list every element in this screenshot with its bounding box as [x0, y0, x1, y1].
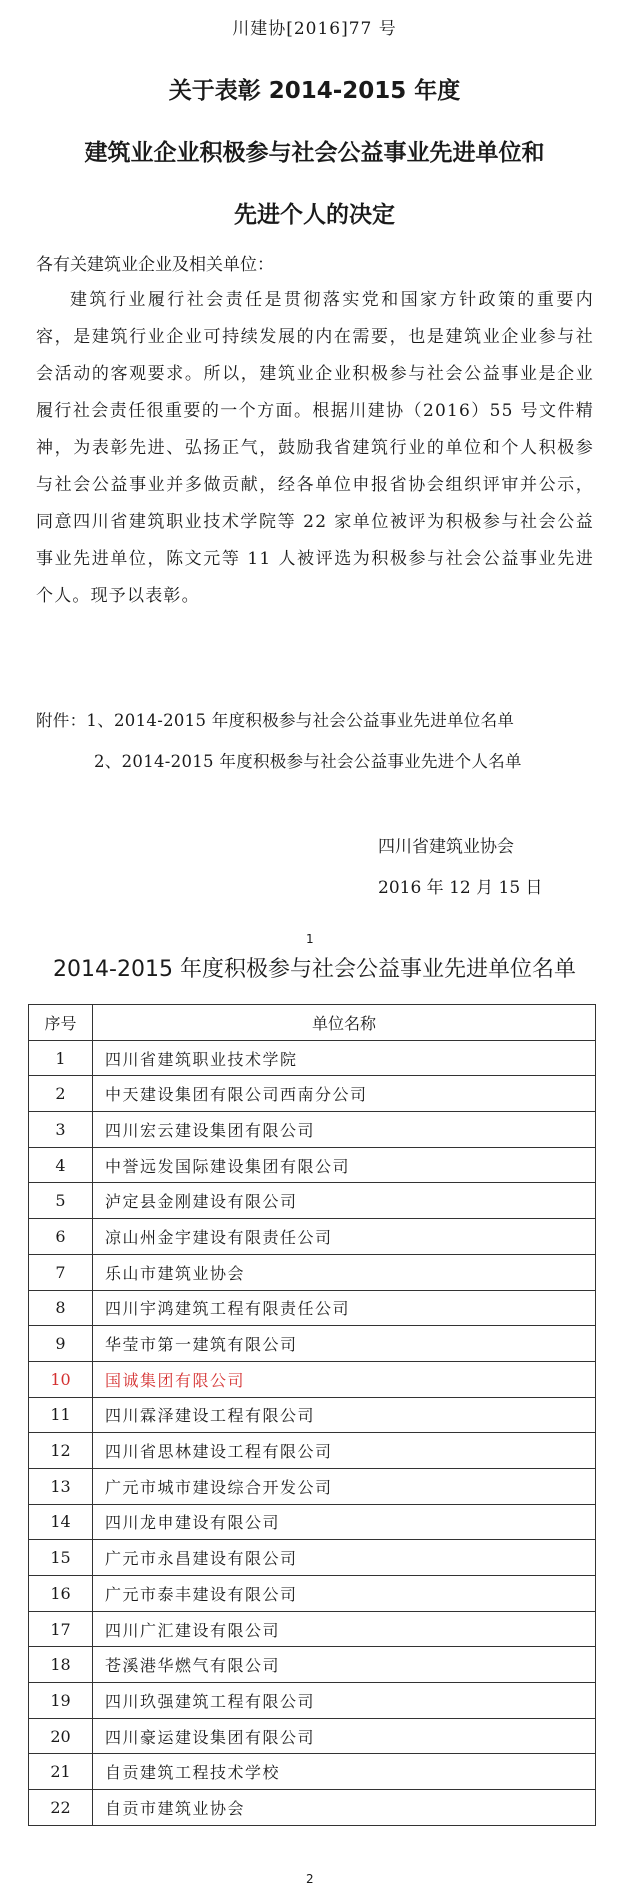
- attachment-2: 2、2014-2015 年度积极参与社会公益事业先进个人名单: [94, 752, 522, 771]
- header-unit-name: 单位名称: [93, 1005, 596, 1041]
- table-row: [29, 1076, 596, 1112]
- title-line-3: 先进个人的决定: [234, 202, 395, 228]
- table-row: [29, 1254, 596, 1290]
- table-row: [29, 1361, 596, 1397]
- table-row: [29, 1647, 596, 1683]
- row-unit-name: 四川玖强建筑工程有限公司: [93, 1683, 596, 1719]
- row-serial: 9: [29, 1326, 93, 1362]
- table-row: [29, 1290, 596, 1326]
- row-serial: 6: [29, 1219, 93, 1255]
- table-row: [29, 1790, 596, 1826]
- table-row: [29, 1112, 596, 1148]
- row-serial: 16: [29, 1576, 93, 1612]
- table-row: [29, 1718, 596, 1754]
- row-serial: 18: [29, 1647, 93, 1683]
- row-serial: 15: [29, 1540, 93, 1576]
- row-unit-name: 四川省思林建设工程有限公司: [93, 1433, 596, 1469]
- title-line-1: 关于表彰 2014-2015 年度: [168, 78, 461, 104]
- table-row: [29, 1540, 596, 1576]
- row-serial: 17: [29, 1611, 93, 1647]
- row-serial: 8: [29, 1290, 93, 1326]
- row-unit-name: 四川宏云建设集团有限公司: [93, 1112, 596, 1148]
- attachment-1: 附件：1、2014-2015 年度积极参与社会公益事业先进单位名单: [36, 711, 515, 730]
- table-row: [29, 1504, 596, 1540]
- row-serial: 10: [29, 1361, 93, 1397]
- row-unit-name: 泸定县金刚建设有限公司: [93, 1183, 596, 1219]
- row-unit-name: 自贡建筑工程技术学校: [93, 1754, 596, 1790]
- salutation: 各有关建筑业企业及相关单位：: [36, 255, 274, 275]
- row-unit-name: 四川省建筑职业技术学院: [93, 1040, 596, 1076]
- row-unit-name: 广元市泰丰建设有限公司: [93, 1576, 596, 1612]
- table-row: [29, 1683, 596, 1719]
- row-serial: 13: [29, 1468, 93, 1504]
- table-row: [29, 1040, 596, 1076]
- table-row: [29, 1397, 596, 1433]
- row-unit-name: 四川广汇建设有限公司: [93, 1611, 596, 1647]
- row-unit-name: 苍溪港华燃气有限公司: [93, 1647, 596, 1683]
- header-serial: 序号: [29, 1005, 93, 1041]
- table-row: [29, 1219, 596, 1255]
- row-unit-name: 四川龙申建设有限公司: [93, 1504, 596, 1540]
- row-serial: 5: [29, 1183, 93, 1219]
- row-unit-name: 中天建设集团有限公司西南分公司: [93, 1076, 596, 1112]
- table-row: [29, 1183, 596, 1219]
- table-row: [29, 1468, 596, 1504]
- page-number: 2: [306, 1872, 314, 1886]
- page-number: 1: [306, 932, 314, 946]
- row-serial: 22: [29, 1790, 93, 1826]
- units-table: [28, 1004, 596, 1826]
- table-row: [29, 1326, 596, 1362]
- row-unit-name: 国诚集团有限公司: [93, 1361, 596, 1397]
- body-paragraph: 建筑行业履行社会责任是贯彻落实党和国家方针政策的重要内容，是建筑行业企业可持续发展的内在需要，也是建筑业企业参与社会活动的客观要求。所以，建筑业企业积极参与社会公益事业是企业履行社会责任很重要的一个方面。根据川建协（2016）55 号文件精神，为表彰先进、弘扬正气，鼓励我省建筑行业的单位和个人积极参与社会公益事业并多做贡献，经各单位申报省协会组织评审并公示，同意四川省建筑职业技术学院等 22 家单位被评为积极参与社会公益事业先进单位，陈文元等 11 人被评选为积极参与社会公益事业先进个人。现予以表彰。: [36, 290, 594, 606]
- table-row: [29, 1611, 596, 1647]
- row-serial: 4: [29, 1147, 93, 1183]
- row-unit-name: 广元市城市建设综合开发公司: [93, 1468, 596, 1504]
- row-serial: 19: [29, 1683, 93, 1719]
- document-number: 川建协[2016]77 号: [232, 19, 397, 39]
- signature-organization: 四川省建筑业协会: [378, 837, 514, 857]
- row-unit-name: 四川霖泽建设工程有限公司: [93, 1397, 596, 1433]
- row-serial: 14: [29, 1504, 93, 1540]
- row-unit-name: 四川豪运建设集团有限公司: [93, 1718, 596, 1754]
- row-unit-name: 中誉远发国际建设集团有限公司: [93, 1147, 596, 1183]
- table-row: [29, 1576, 596, 1612]
- table-row: [29, 1147, 596, 1183]
- row-serial: 12: [29, 1433, 93, 1469]
- row-unit-name: 华莹市第一建筑有限公司: [93, 1326, 596, 1362]
- table-row: [29, 1754, 596, 1790]
- row-unit-name: 自贡市建筑业协会: [93, 1790, 596, 1826]
- row-serial: 21: [29, 1754, 93, 1790]
- signature-date: 2016 年 12 月 15 日: [378, 878, 543, 898]
- row-serial: 2: [29, 1076, 93, 1112]
- row-unit-name: 凉山州金宇建设有限责任公司: [93, 1219, 596, 1255]
- title-line-2: 建筑业企业积极参与社会公益事业先进单位和: [84, 140, 545, 166]
- table-header-row: [29, 1005, 596, 1041]
- row-unit-name: 广元市永昌建设有限公司: [93, 1540, 596, 1576]
- table-row: [29, 1433, 596, 1469]
- row-serial: 20: [29, 1718, 93, 1754]
- row-unit-name: 四川宇鸿建筑工程有限责任公司: [93, 1290, 596, 1326]
- row-serial: 1: [29, 1040, 93, 1076]
- row-serial: 11: [29, 1397, 93, 1433]
- row-unit-name: 乐山市建筑业协会: [93, 1254, 596, 1290]
- row-serial: 3: [29, 1112, 93, 1148]
- row-serial: 7: [29, 1254, 93, 1290]
- list-title: 2014-2015 年度积极参与社会公益事业先进单位名单: [53, 957, 576, 982]
